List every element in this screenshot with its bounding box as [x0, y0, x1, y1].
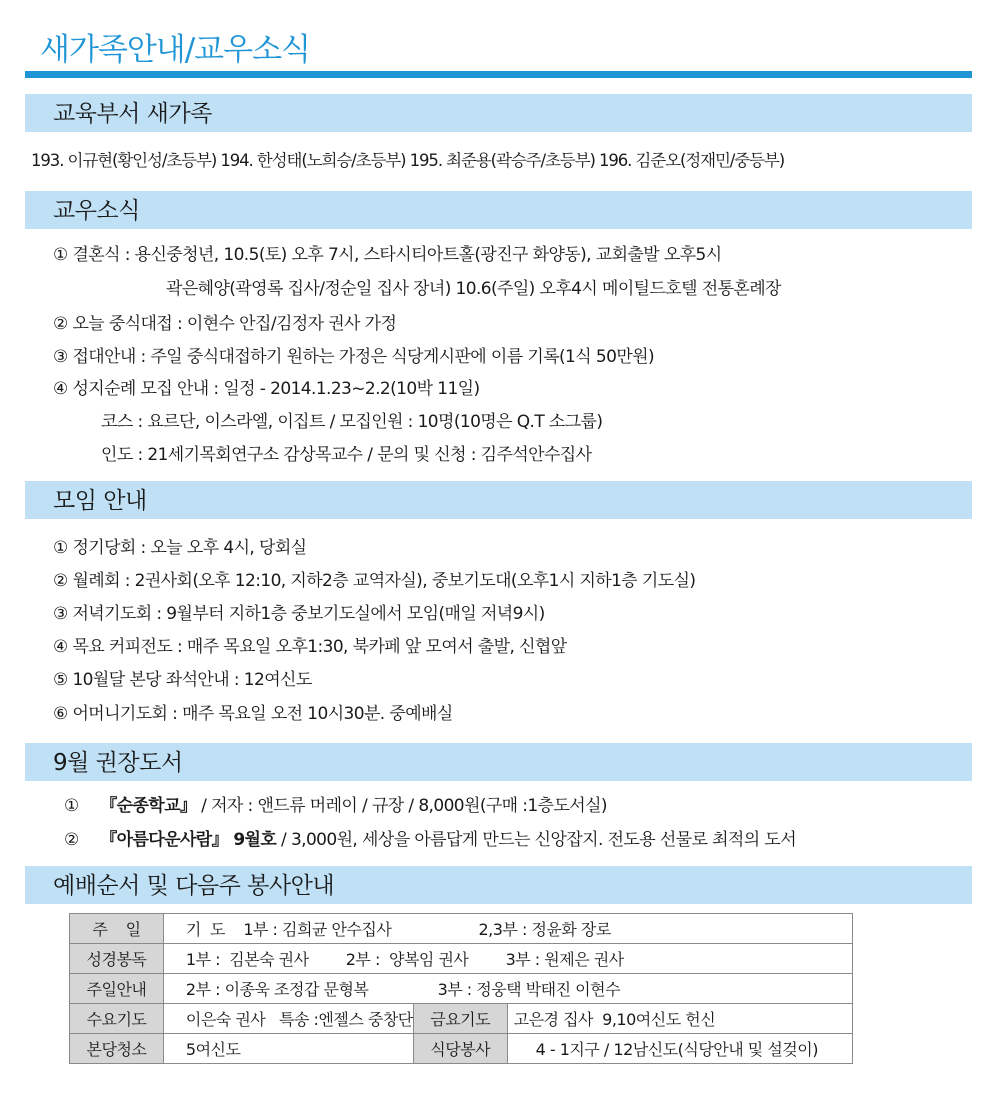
- row-label-guide: 주일안내: [70, 974, 164, 1004]
- news-line: ③ 접대안내 : 주일 중식대접하기 원하는 가정은 식당게시판에 이름 기록(1식 50만원): [53, 347, 654, 367]
- cleaning-cell: 5여신도: [163, 1034, 413, 1064]
- book-item: [64, 795, 607, 817]
- section-header-books: 9월 권장도서: [25, 743, 972, 781]
- table-row: [70, 1004, 853, 1034]
- row-label-sunday: 주 일: [70, 914, 164, 944]
- book-item: [64, 829, 796, 851]
- news-line: ② 오늘 중식대접 : 이현수 안집/김정자 권사 가정: [53, 314, 397, 334]
- row-label-cleaning: 본당청소: [70, 1034, 164, 1064]
- page-title: 새가족안내/교우소식: [40, 32, 310, 68]
- row-label-friday: 금요기도: [413, 1004, 507, 1034]
- guide-cell: 2부 : 이종욱 조정갑 문형복 3부 : 정웅택 박태진 이현수: [163, 974, 852, 1004]
- cafeteria-cell: 4 - 1지구 / 12남신도(식당안내 및 설겆이): [507, 1034, 852, 1064]
- new-family-list: 193. 이규현(황인성/초등부) 194. 한성태(노희승/초등부) 195. 최준용(곽승주/초등부) 196. 김준오(정재민/중등부): [31, 151, 785, 170]
- news-line: ④ 성지순례 모집 안내 : 일정 - 2014.1.23~2.2(10박 11일): [53, 379, 480, 399]
- table-row: [70, 1034, 853, 1064]
- friday-cell: 고은경 집사 9,10여신도 헌신: [507, 1004, 852, 1034]
- table-row: [70, 914, 853, 944]
- table-row: [70, 944, 853, 974]
- sunday-cell: 기 도 1부 : 김희균 안수집사 2,3부 : 정윤화 장로: [163, 914, 852, 944]
- meeting-line: ④ 목요 커피전도 : 매주 목요일 오후1:30, 북카페 앞 모여서 출발, 신협앞: [53, 637, 567, 657]
- scripture-cell: 1부 : 김본숙 권사 2부 : 양복임 권사 3부 : 원제은 권사: [163, 944, 852, 974]
- table-row: [70, 974, 853, 1004]
- section-header-meetings: 모임 안내: [25, 481, 972, 519]
- title-rule: [25, 71, 972, 78]
- row-label-cafeteria: 식당봉사: [413, 1034, 507, 1064]
- meeting-line: ② 월례회 : 2권사회(오후 12:10, 지하2층 교역자실), 중보기도대(오후1시 지하1층 기도실): [53, 571, 696, 591]
- book-number: ②: [64, 830, 79, 850]
- service-schedule-table: [69, 913, 853, 1064]
- section-header-new-family: 교육부서 새가족: [25, 94, 972, 132]
- book-number: ①: [64, 796, 79, 816]
- news-line: 코스 : 요르단, 이스라엘, 이집트 / 모집인원 : 10명(10명은 Q.T 소그룹): [101, 412, 603, 432]
- row-label-wednesday: 수요기도: [70, 1004, 164, 1034]
- news-line: 인도 : 21세기목회연구소 감상목교수 / 문의 및 신청 : 김주석안수집사: [101, 445, 592, 465]
- meeting-line: ⑤ 10월달 본당 좌석안내 : 12여신도: [53, 670, 312, 690]
- book-title: 『아름다운사람』 9월호: [100, 830, 277, 850]
- meeting-line: ⑥ 어머니기도회 : 매주 목요일 오전 10시30분. 중예배실: [53, 704, 453, 724]
- wednesday-cell: 이은숙 권사 특송 :엔젤스 중창단: [163, 1004, 413, 1034]
- section-header-news: 교우소식: [25, 191, 972, 229]
- book-details: / 저자 : 앤드류 머레이 / 규장 / 8,000원(구매 :1층도서실): [201, 796, 607, 816]
- book-title: 『순종학교』: [100, 796, 197, 816]
- section-header-service: 예배순서 및 다음주 봉사안내: [25, 866, 972, 904]
- news-line: 곽은혜양(곽영록 집사/정순일 집사 장녀) 10.6(주일) 오후4시 메이틸드호텔 전통혼례장: [166, 279, 781, 299]
- meeting-line: ③ 저녁기도회 : 9월부터 지하1층 중보기도실에서 모임(매일 저녁9시): [53, 604, 545, 624]
- row-label-scripture: 성경봉독: [70, 944, 164, 974]
- news-line: ① 결혼식 : 용신중청년, 10.5(토) 오후 7시, 스타시티아트홀(광진구 화양동), 교회출발 오후5시: [53, 245, 722, 265]
- book-details: / 3,000원, 세상을 아름답게 만드는 신앙잡지. 전도용 선물로 최적의 도서: [281, 830, 797, 850]
- meeting-line: ① 정기당회 : 오늘 오후 4시, 당회실: [53, 538, 307, 558]
